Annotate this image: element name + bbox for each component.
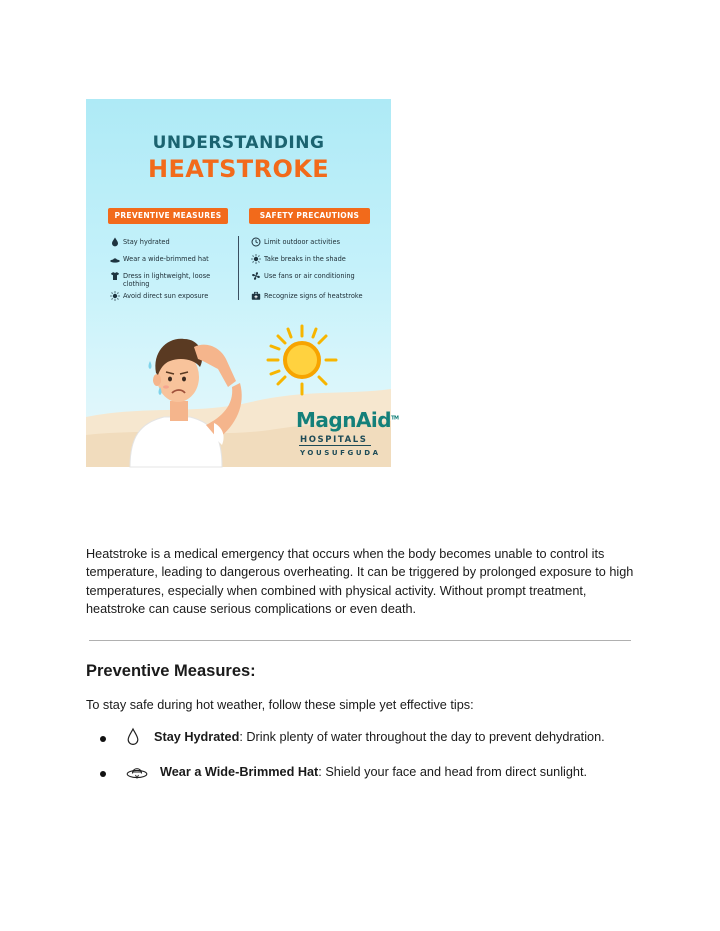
poster-title-heatstroke: HEATSTROKE [147, 155, 330, 183]
logo-location-text: YOUSUFGUDA [300, 449, 381, 457]
poster-right-item-label: Use fans or air conditioning [264, 272, 355, 280]
poster-right-item [264, 255, 346, 263]
poster-right-item-label: Take breaks in the shade [264, 255, 346, 263]
bullet-dot [100, 771, 106, 777]
poster-right-item-label: Limit outdoor activities [264, 238, 341, 246]
poster-right-item-label: Recognize signs of heatstroke [264, 292, 363, 300]
poster-left-item-label: Stay hydrated [123, 238, 170, 246]
poster-left-item-label: Dress in lightweight, loose clothing [123, 272, 211, 288]
poster-left-item-label: Wear a wide-brimmed hat [123, 255, 209, 263]
column-divider [238, 236, 239, 300]
overheated-man-illustration [122, 325, 262, 467]
horizontal-divider [89, 640, 631, 641]
bullet-dot [100, 736, 106, 742]
clock-icon [251, 237, 261, 247]
safety-precautions-header: SAFETY PRECAUTIONS [249, 208, 370, 224]
poster-right-item [264, 238, 340, 246]
list-item [100, 730, 620, 750]
sun-icon [251, 254, 261, 264]
list-item [100, 765, 620, 785]
section-title: Preventive Measures: [86, 662, 256, 680]
list-item-text: Wear a Wide-Brimmed Hat: Shield your face and head from direct sunlight. [160, 765, 588, 779]
first-aid-kit-icon [251, 291, 261, 301]
intro-paragraph: Heatstroke is a medical emergency that occurs when the body becomes unable to control its temperature, leading to dangerous overheating. It can be triggered by prolonged exposure to high temperatures, especially when combined with physical activity. Without prompt treatment, heatstroke can cause serious complications or even death. [86, 547, 634, 616]
heatstroke-infographic [86, 99, 399, 467]
poster-left-item [123, 255, 209, 263]
water-drop-icon [110, 237, 120, 247]
poster-left-item [123, 238, 170, 246]
poster-left-item [123, 292, 208, 300]
poster-title-understanding: UNDERSTANDING [152, 133, 325, 153]
sun-icon [110, 291, 120, 301]
sun-illustration [266, 324, 338, 396]
lead-paragraph: To stay safe during hot weather, follow these simple yet effective tips: [86, 698, 474, 712]
hat-icon [110, 254, 120, 264]
preventive-measures-header: PREVENTIVE MEASURES [108, 208, 228, 224]
fan-icon [251, 271, 261, 281]
shirt-icon [110, 271, 120, 281]
list-item-text: Stay Hydrated: Drink plenty of water throughout the day to prevent dehydration. [154, 730, 605, 744]
hat-icon [126, 764, 148, 780]
poster-right-item [264, 272, 355, 280]
poster-right-item [264, 292, 363, 300]
poster-left-item [123, 272, 223, 288]
logo-divider [299, 445, 371, 446]
water-drop-icon [127, 728, 139, 746]
logo-hospitals-text: HOSPITALS [300, 435, 368, 445]
magnaid-logo: MagnAid™ [296, 408, 399, 432]
poster-left-item-label: Avoid direct sun exposure [123, 292, 209, 300]
